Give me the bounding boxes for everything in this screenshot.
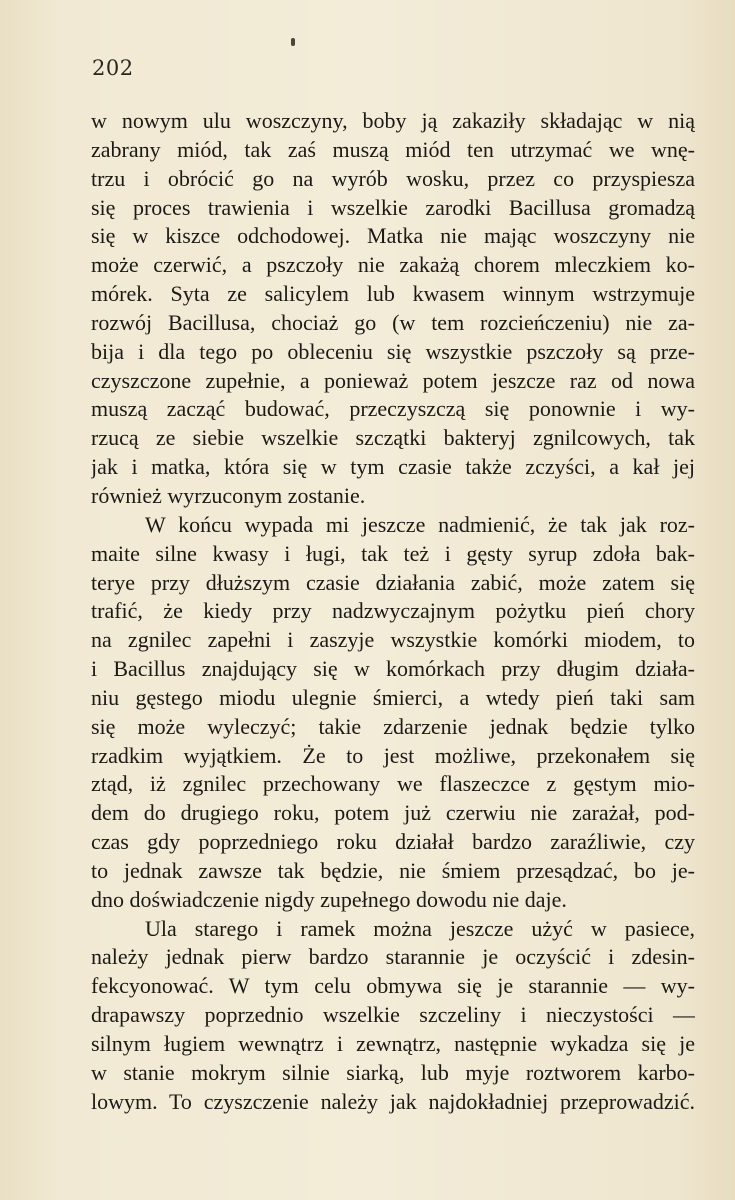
text-line: muszą zacząć budować, przeczyszczą się ponownie i wy- [91, 396, 695, 422]
text-line: na zgnilec zapełni i zaszyje wszystkie komórki miodem, to [91, 627, 695, 653]
text-line: mórek. Syta ze salicylem lub kwasem winnym wstrzymuje [91, 281, 695, 307]
text-line: również wyrzuconym zostanie. [91, 482, 366, 508]
text-line: rzucą ze siebie wszelkie szczątki bakteryj zgnilcowych, tak [91, 425, 695, 451]
body-text [91, 107, 695, 1117]
text-line: się w kiszce odchodowej. Matka nie mając woszczyny nie [91, 223, 695, 249]
text-line: niu gęstego miodu ulegnie śmierci, a wtedy pień taki sam [91, 684, 695, 710]
text-line: bija i dla tego po obleceniu się wszystkie pszczoły są prze- [91, 338, 695, 364]
ink-mark [291, 38, 295, 46]
text-line: dno doświadczenie nigdy zupełnego dowodu nie daje. [91, 886, 567, 912]
text-line: lowym. To czyszczenie należy jak najdokładniej przeprowadzić. [91, 1088, 695, 1114]
page-number: 202 [92, 56, 134, 80]
text-line: rzadkim wyjątkiem. Że to jest możliwe, przekonałem się [91, 742, 695, 768]
text-line: jak i matka, która się w tym czasie także zczyści, a kał jej [91, 454, 695, 480]
text-line: fekcyonować. W tym celu obmywa się je starannie — wy- [91, 973, 695, 999]
text-line: trafić, że kiedy przy nadzwyczajnym pożytku pień chory [91, 598, 695, 624]
text-line: drapawszy poprzednio wszelkie szczeliny i nieczystości — [91, 1002, 695, 1028]
text-line: terye przy dłuższym czasie działania zabić, może zatem się [91, 569, 695, 595]
text-line: w stanie mokrym silnie siarką, lub myje roztworem karbo- [91, 1059, 695, 1085]
text-line: dem do drugiego roku, potem już czerwiu nie zarażał, pod- [91, 800, 695, 826]
text-line: rozwój Bacillusa, chociaż go (w tem rozcieńczeniu) nie za- [91, 309, 695, 335]
text-line: może czerwić, a pszczoły nie zakażą chorem mleczkiem ko- [91, 252, 695, 278]
text-line: czas gdy poprzedniego roku działał bardzo zaraźliwie, czy [91, 829, 695, 855]
text-line: silnym ługiem wewnątrz i zewnątrz, następnie wykadza się je [91, 1031, 695, 1056]
text-line: maite silne kwasy i ługi, tak też i gęsty syrup zdoła bak- [91, 540, 695, 566]
text-line: Ula starego i ramek można jeszcze użyć w pasiece, [145, 915, 695, 941]
text-line: czyszczone zupełnie, a ponieważ potem jeszcze raz od nowa [91, 367, 695, 393]
text-line: należy jednak pierw bardzo starannie je oczyścić i zdesin- [91, 944, 695, 970]
text-line: zabrany miód, tak zaś muszą miód ten utrzymać we wnę- [91, 136, 695, 162]
text-line: ztąd, iż zgnilec przechowany we flaszeczce z gęstym mio- [91, 771, 695, 797]
text-line: się proces trawienia i wszelkie zarodki Bacillusa gromadzą [91, 194, 695, 220]
text-line: to jednak zawsze tak będzie, nie śmiem przesądzać, bo je- [91, 857, 695, 883]
text-line: i Bacillus znajdujący się w komórkach przy długim działa- [91, 656, 695, 682]
text-line: trzu i obrócić go na wyrób wosku, przez co przyspiesza [91, 165, 695, 191]
text-line: się może wyleczyć; takie zdarzenie jednak będzie tylko [91, 713, 695, 739]
text-line: w nowym ulu woszczyny, boby ją zakaziły składając w nią [91, 108, 695, 133]
text-line: W końcu wypada mi jeszcze nadmienić, że tak jak roz- [145, 511, 695, 537]
